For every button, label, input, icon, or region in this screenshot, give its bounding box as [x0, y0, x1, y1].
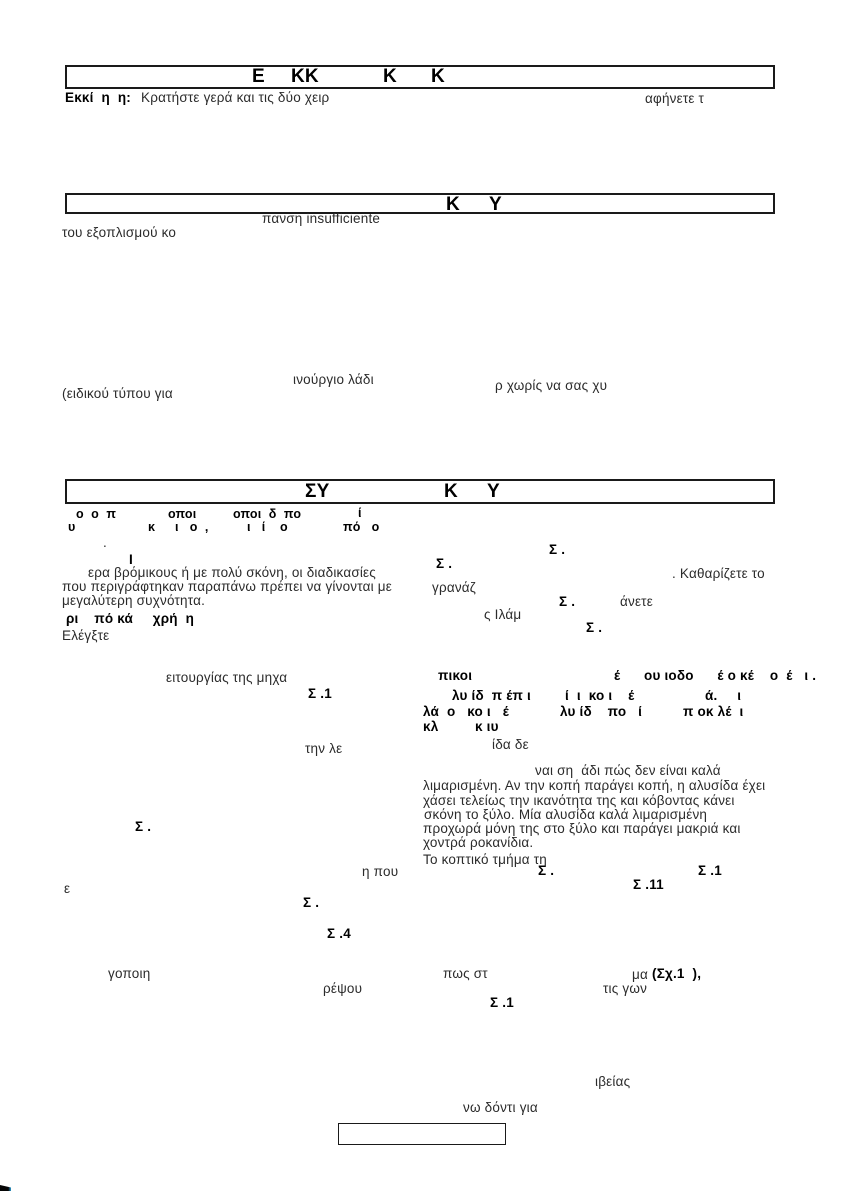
text-fragment: . — [103, 535, 107, 550]
text-fragment: γοποιη — [108, 966, 151, 981]
text-fragment: ρ χωρίς να σας χυ — [495, 378, 608, 393]
text-fragment: κ — [148, 520, 156, 534]
text-fragment: πό ο — [343, 520, 380, 534]
text-fragment: Κ — [444, 481, 458, 502]
text-fragment: του εξοπλισμού κο — [62, 225, 177, 240]
text-fragment: ινούργιο λάδι — [293, 372, 374, 387]
text-fragment: ιβείας — [595, 1074, 631, 1089]
text-fragment: προχωρά μόνη της στο ξύλο και παράγει μακριά και — [423, 821, 741, 836]
text-fragment: Σ . — [586, 620, 603, 635]
text-fragment: Σ . — [559, 594, 576, 609]
text-fragment: ί ι κο ι έ — [565, 688, 635, 703]
text-fragment: λά ο κο ι έ — [423, 704, 510, 719]
text-fragment: Ελέγξτε — [62, 628, 110, 643]
text-fragment: Σ .4 — [327, 926, 351, 941]
text-fragment: Σ .1 — [698, 863, 722, 878]
text-fragment: Σ . — [436, 556, 453, 571]
section-header-box-3 — [65, 479, 775, 504]
text-fragment: Υ — [487, 481, 500, 502]
text-fragment: σκόνη το ξύλο. Μία αλυσίδα καλά λιμαρισμένη — [424, 807, 708, 822]
text-fragment: η που — [362, 864, 399, 879]
text-fragment: Κ — [383, 66, 397, 87]
text-fragment: ειτουργίας της μηχα — [166, 670, 288, 685]
text-fragment: οποι δ πο — [233, 507, 302, 521]
text-fragment: Κ — [446, 194, 460, 215]
text-fragment: χοντρά ροκανίδια. — [423, 835, 534, 850]
text-fragment: μα — [632, 967, 652, 982]
text-fragment: Κρατήστε γερά και τις δύο χειρ — [141, 90, 330, 105]
text-fragment: Υ — [489, 194, 502, 215]
text-fragment: οποι — [168, 507, 197, 521]
footer-reference-box — [338, 1123, 506, 1145]
text-fragment: Εκκί η η: — [65, 90, 132, 105]
text-fragment: Σ .11 — [633, 877, 664, 892]
page-corner-mark — [0, 1184, 11, 1191]
text-fragment: ρέψου — [323, 981, 363, 996]
text-fragment: που περιγράφτηκαν παραπάνω πρέπει να γίνονται με — [62, 579, 392, 594]
text-fragment: ναι ση άδι πώς δεν είναι καλά — [535, 763, 721, 778]
text-fragment: ι ο , — [175, 520, 209, 534]
text-fragment: Ε — [252, 66, 265, 87]
text-fragment: Κ — [431, 66, 445, 87]
text-fragment: (ειδικού τύπου για — [62, 386, 173, 401]
text-fragment: νω δόντι για — [463, 1100, 538, 1115]
text-fragment: ί — [358, 506, 362, 520]
text-fragment: Σ . — [549, 542, 566, 557]
text-fragment: κλ — [423, 719, 439, 734]
text-fragment: . Καθαρίζετε το — [672, 566, 765, 581]
text-fragment: πως στ — [443, 966, 488, 981]
text-fragment: ι ί ο — [247, 520, 288, 534]
text-fragment: ά. ι — [705, 688, 742, 703]
text-fragment: ο ο π — [76, 507, 117, 521]
text-fragment: Σ . — [538, 863, 555, 878]
text-fragment: κ ιυ — [475, 719, 499, 734]
text-fragment: (Σχ.1 ), — [652, 966, 702, 981]
text-fragment: Σ .1 — [308, 686, 332, 701]
section-header-box-2 — [65, 193, 775, 214]
text-fragment: ΚΚ — [291, 66, 319, 87]
text-fragment: ρι πό κά χρή η — [66, 611, 195, 626]
text-fragment: την λε — [305, 741, 343, 756]
text-fragment: Ι — [129, 552, 133, 567]
text-fragment: πανση insufficiente — [262, 211, 381, 226]
text-fragment: υ — [68, 520, 76, 534]
text-fragment: έ ου ιοδο έ ο κέ ο έ ι . — [614, 668, 817, 683]
text-fragment: γρανάζ — [432, 580, 476, 595]
text-fragment: Σ . — [135, 819, 152, 834]
text-fragment: μεγαλύτερη συχνότητα. — [62, 593, 206, 608]
text-fragment: λυ ίδ π έπ ι — [452, 688, 531, 703]
text-fragment: ίδα δε — [492, 737, 529, 752]
text-fragment: ε — [64, 881, 71, 896]
text-fragment: αφήνετε τ — [645, 91, 705, 106]
text-fragment: πικοι — [438, 668, 473, 683]
text-fragment: χάσει τελείως την ικανότητα της και κόβοντας κάνει — [423, 793, 735, 808]
text-fragment: Το κοπτικό τμήμα τη — [423, 852, 548, 867]
text-fragment: π οκ λέ ι — [683, 704, 744, 719]
text-fragment: ερα βρόμικους ή με πολύ σκόνη, οι διαδικασίες — [88, 565, 376, 580]
text-fragment: Σ .1 — [490, 995, 514, 1010]
section-header-box-1 — [65, 65, 775, 89]
text-fragment: άνετε — [620, 594, 653, 609]
text-fragment: τις γων — [603, 981, 648, 996]
text-fragment: Σ . — [303, 895, 320, 910]
text-fragment: λιμαρισμένη. Αν την κοπή παράγει κοπή, η αλυσίδα έχει — [423, 778, 766, 793]
text-fragment: ΣΥ — [305, 481, 330, 502]
text-fragment: ς Ιλάμ — [484, 607, 522, 622]
text-fragment: λυ ίδ πο ί — [560, 704, 643, 719]
